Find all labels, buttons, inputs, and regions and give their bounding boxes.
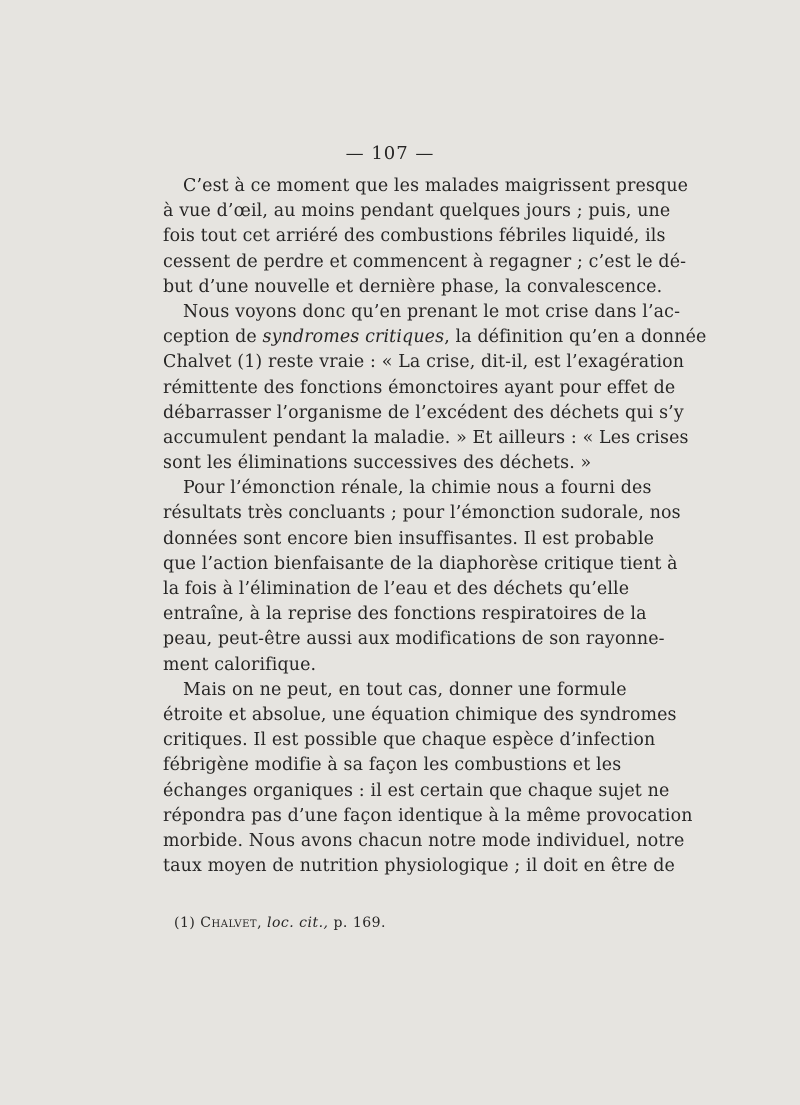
text-line: données sont encore bien insuffisantes. Il est probable	[163, 528, 655, 549]
text-line: fois tout cet arriéré des combustions fébriles liquidé, ils	[163, 226, 666, 247]
text-line: but d’une nouvelle et dernière phase, la convalescence.	[163, 276, 663, 297]
text-line: critiques. Il est possible que chaque espèce d’infection	[163, 730, 656, 751]
text-line: ment calorifique.	[163, 654, 317, 675]
footnote-page: p. 169.	[333, 915, 386, 931]
text-line: résultats très concluants ; pour l’émonction sudorale, nos	[163, 503, 681, 524]
text-line: à vue d’œil, au moins pendant quelques jours ; puis, une	[163, 201, 671, 222]
text-line: morbide. Nous avons chacun notre mode individuel, notre	[163, 830, 685, 851]
page-number: — 107 —	[345, 143, 435, 164]
text-line: taux moyen de nutrition physiologique ; il doit en être de	[163, 856, 675, 877]
text-line: peau, peut-être aussi aux modifications de son rayonne-	[163, 629, 665, 650]
text-line: étroite et absolue, une équation chimique des syndromes	[163, 704, 677, 725]
footnote	[174, 915, 386, 931]
text-line: la fois à l’élimination de l’eau et des déchets qu’elle	[163, 579, 630, 599]
text-line: Mais on ne peut, en tout cas, donner une formule	[183, 679, 627, 700]
text-line: Nous voyons donc qu’en prenant le mot crise dans l’ac-	[183, 301, 681, 322]
text-line: répondra pas d’une façon identique à la même provocation	[163, 805, 693, 826]
paragraph	[163, 476, 681, 678]
text-line: échanges organiques : il est certain que chaque sujet ne	[163, 780, 670, 801]
paragraph	[163, 678, 693, 880]
paragraph	[163, 174, 689, 300]
footnote-author: Chalvet,	[200, 915, 263, 931]
text-line: C’est à ce moment que les malades maigrissent presque	[183, 176, 689, 196]
text-line: Pour l’émonction rénale, la chimie nous a fourni des	[183, 478, 652, 499]
text-line: débarrasser l’organisme de l’excédent des déchets qui s’y	[163, 402, 684, 423]
text-line: cessent de perdre et commencent à regagner ; c’est le dé-	[163, 251, 687, 272]
text-line: fébrigène modifie à sa façon les combustions et les	[163, 755, 622, 776]
paragraph	[163, 300, 707, 476]
footnote-reference: loc. cit.,	[267, 915, 329, 931]
text-line: que l’action bienfaisante de la diaphorèse critique tient à	[163, 553, 678, 574]
text-line-italic-term: ception de syndromes critiques, la définition qu’en a donnée	[163, 327, 707, 348]
body-text	[163, 174, 707, 879]
text-line: entraîne, à la reprise des fonctions respiratoires de la	[163, 604, 647, 625]
italic-term: syndromes critiques	[262, 327, 445, 348]
text-line: Chalvet (1) reste vraie : « La crise, dit-il, est l’exagération	[163, 352, 685, 373]
text-line: sont les éliminations successives des déchets. »	[163, 453, 592, 474]
footnote-number: (1)	[174, 915, 196, 931]
text-line: rémittente des fonctions émonctoires ayant pour effet de	[163, 377, 676, 398]
text-line: accumulent pendant la maladie. » Et ailleurs : « Les crises	[163, 427, 689, 448]
